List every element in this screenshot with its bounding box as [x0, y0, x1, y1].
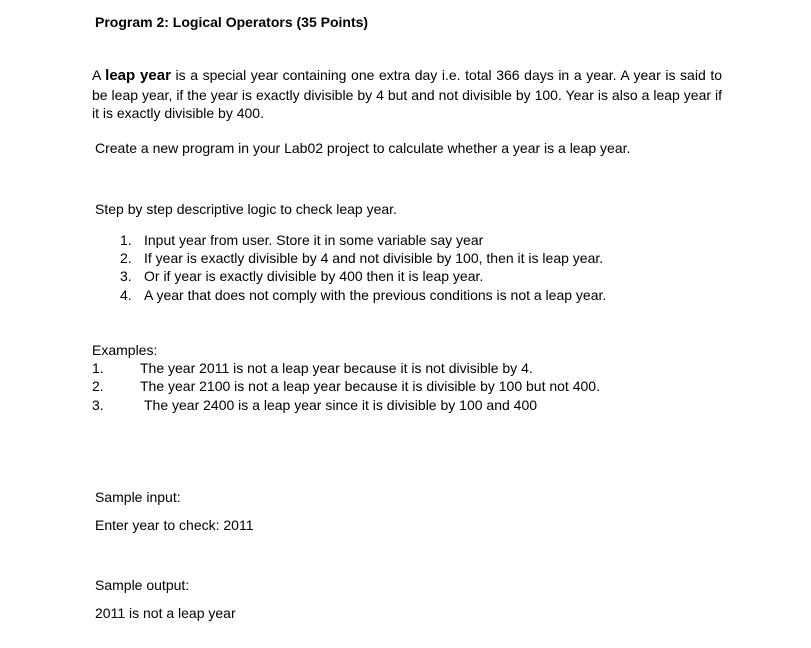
list-item-text: A year that does not comply with the previous conditions is not a leap year.: [144, 287, 607, 303]
list-item-text: The year 2100 is not a leap year because it is divisible by 100 but not 400.: [140, 378, 600, 394]
list-item-number: 3.: [92, 397, 104, 413]
list-item-number: 1.: [92, 360, 104, 376]
list-item-text: Or if year is exactly divisible by 400 then it is leap year.: [144, 268, 484, 284]
sample-output-label: Sample output:: [95, 577, 190, 593]
sample-output-value: 2011 is not a leap year: [95, 605, 236, 621]
examples-heading: Examples:: [92, 342, 158, 358]
list-item-number: 1.: [120, 232, 132, 248]
list-item-number: 2.: [120, 250, 132, 266]
page-title: Program 2: Logical Operators (35 Points): [95, 14, 369, 30]
create-program-text: Create a new program in your Lab02 project to calculate whether a year is a leap year.: [95, 140, 631, 156]
list-item-number: 2.: [92, 378, 104, 394]
intro-paragraph: [92, 66, 722, 123]
sample-input-label: Sample input:: [95, 489, 181, 505]
list-item-number: 3.: [120, 268, 132, 284]
list-item-text: If year is exactly divisible by 4 and not divisible by 100, then it is leap year.: [144, 250, 604, 266]
steps-heading: Step by step descriptive logic to check leap year.: [95, 201, 397, 217]
sample-input-value: Enter year to check: 2011: [95, 517, 254, 533]
list-item-text: The year 2400 is a leap year since it is divisible by 100 and 400: [144, 397, 538, 413]
intro-prefix: A: [92, 67, 106, 83]
list-item-number: 4.: [120, 287, 132, 303]
list-item-text: The year 2011 is not a leap year because it is not divisible by 4.: [140, 360, 533, 376]
intro-bold-term: leap year: [105, 67, 171, 84]
list-item-text: Input year from user. Store it in some variable say year: [144, 232, 484, 248]
intro-rest: is a special year containing one extra day i.e. total 366 days in a year. A year is said to be leap year, if the year is exactly divisible by 4 but and not divisible by 100. Year is also a leap year if it is exactly divisible by 400.: [92, 67, 723, 121]
